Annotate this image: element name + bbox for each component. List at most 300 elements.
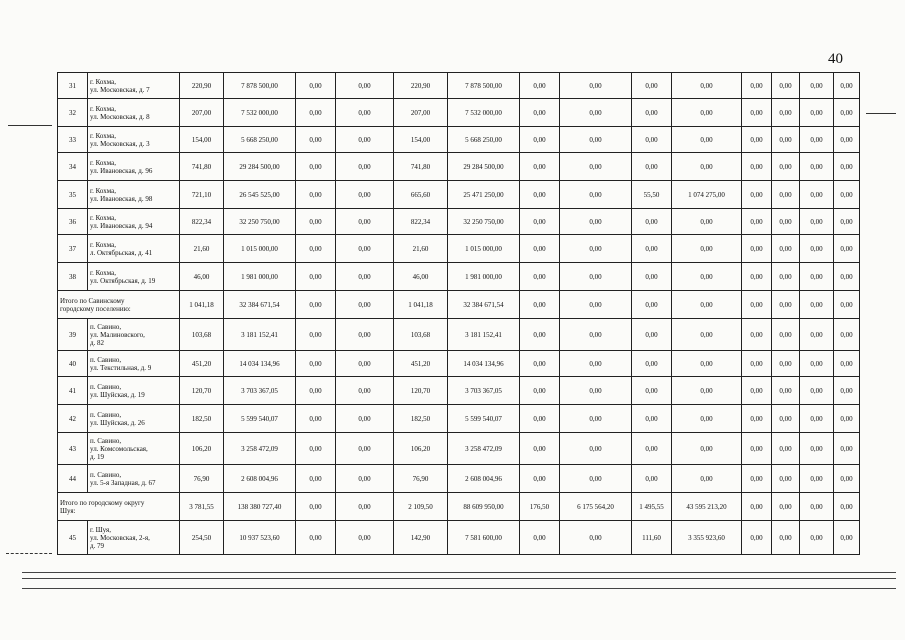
margin-mark-right xyxy=(866,113,896,114)
value-cell: 0,00 xyxy=(672,153,742,181)
address-line: п. Савино, xyxy=(90,382,122,391)
row-number: 38 xyxy=(58,263,88,291)
address-cell xyxy=(88,465,180,493)
value-cell: 0,00 xyxy=(834,153,860,181)
value-cell: 0,00 xyxy=(742,209,772,235)
value-cell: 14 034 134,96 xyxy=(448,351,520,377)
value-cell: 0,00 xyxy=(520,465,560,493)
value-cell: 0,00 xyxy=(520,153,560,181)
value-cell: 0,00 xyxy=(742,351,772,377)
value-cell: 0,00 xyxy=(800,465,834,493)
value-cell: 5 668 250,00 xyxy=(224,127,296,153)
value-cell: 0,00 xyxy=(772,351,800,377)
table-body xyxy=(58,73,860,555)
value-cell: 1 981 000,00 xyxy=(448,263,520,291)
value-cell: 0,00 xyxy=(296,291,336,319)
table-row xyxy=(58,127,860,153)
bottom-rule-2 xyxy=(22,578,896,579)
value-cell: 103,68 xyxy=(394,319,448,351)
value-cell: 182,50 xyxy=(180,405,224,433)
address-line: ул. Московская, 2-я, xyxy=(90,533,150,542)
value-cell: 0,00 xyxy=(520,99,560,127)
value-cell: 106,20 xyxy=(394,433,448,465)
value-cell: 0,00 xyxy=(772,521,800,555)
housing-table xyxy=(57,72,860,555)
value-cell: 0,00 xyxy=(672,433,742,465)
value-cell: 2 109,50 xyxy=(394,493,448,521)
value-cell: 0,00 xyxy=(834,465,860,493)
value-cell: 0,00 xyxy=(834,127,860,153)
value-cell: 822,34 xyxy=(180,209,224,235)
value-cell: 0,00 xyxy=(800,291,834,319)
value-cell: 0,00 xyxy=(560,319,632,351)
value-cell: 0,00 xyxy=(742,377,772,405)
table-row xyxy=(58,405,860,433)
value-cell: 2 608 004,96 xyxy=(224,465,296,493)
value-cell: 0,00 xyxy=(800,127,834,153)
value-cell: 0,00 xyxy=(520,433,560,465)
value-cell: 0,00 xyxy=(800,433,834,465)
value-cell: 29 284 500,00 xyxy=(448,153,520,181)
address-line: п. Савино, xyxy=(90,436,122,445)
address-line: г. Шуя, xyxy=(90,525,111,534)
value-cell: 0,00 xyxy=(336,433,394,465)
value-cell: 0,00 xyxy=(772,99,800,127)
value-cell: 7 878 500,00 xyxy=(448,73,520,99)
value-cell: 0,00 xyxy=(336,153,394,181)
value-cell: 0,00 xyxy=(520,209,560,235)
address-line: г. Кохма, xyxy=(90,213,116,222)
value-cell: 0,00 xyxy=(632,465,672,493)
address-line: ул. Ивановская, д. 94 xyxy=(90,221,153,230)
value-cell: 0,00 xyxy=(800,351,834,377)
value-cell: 46,00 xyxy=(180,263,224,291)
address-line: д. 79 xyxy=(90,541,105,550)
value-cell: 0,00 xyxy=(560,351,632,377)
value-cell: 6 175 564,20 xyxy=(560,493,632,521)
value-cell: 220,90 xyxy=(394,73,448,99)
value-cell: 1 041,18 xyxy=(394,291,448,319)
address-cell xyxy=(88,319,180,351)
value-cell: 0,00 xyxy=(296,465,336,493)
address-line: п. Савино, xyxy=(90,322,122,331)
address-cell xyxy=(88,405,180,433)
value-cell: 0,00 xyxy=(336,521,394,555)
value-cell: 0,00 xyxy=(834,521,860,555)
total-label-cell xyxy=(58,493,180,521)
value-cell: 0,00 xyxy=(834,291,860,319)
value-cell: 120,70 xyxy=(394,377,448,405)
address-line: г. Кохма, xyxy=(90,268,116,277)
value-cell: 32 384 671,54 xyxy=(448,291,520,319)
address-line: п. Савино, xyxy=(90,355,122,364)
address-line: г. Кохма, xyxy=(90,77,116,86)
value-cell: 3 258 472,09 xyxy=(224,433,296,465)
value-cell: 0,00 xyxy=(800,377,834,405)
value-cell: 76,90 xyxy=(394,465,448,493)
row-number: 37 xyxy=(58,235,88,263)
value-cell: 0,00 xyxy=(296,433,336,465)
value-cell: 0,00 xyxy=(520,319,560,351)
value-cell: 0,00 xyxy=(632,153,672,181)
table-row xyxy=(58,153,860,181)
table-row xyxy=(58,433,860,465)
value-cell: 0,00 xyxy=(742,127,772,153)
address-line: г. Кохма, xyxy=(90,186,116,195)
value-cell: 0,00 xyxy=(800,235,834,263)
value-cell: 0,00 xyxy=(672,73,742,99)
value-cell: 0,00 xyxy=(560,127,632,153)
value-cell: 0,00 xyxy=(296,209,336,235)
value-cell: 0,00 xyxy=(800,181,834,209)
address-cell xyxy=(88,209,180,235)
address-cell xyxy=(88,181,180,209)
value-cell: 0,00 xyxy=(296,73,336,99)
value-cell: 741,80 xyxy=(180,153,224,181)
row-number: 40 xyxy=(58,351,88,377)
value-cell: 1 074 275,00 xyxy=(672,181,742,209)
value-cell: 0,00 xyxy=(632,209,672,235)
value-cell: 0,00 xyxy=(834,73,860,99)
address-line: ул. Шуйская, д. 19 xyxy=(90,390,145,399)
table-row xyxy=(58,235,860,263)
value-cell: 0,00 xyxy=(742,291,772,319)
value-cell: 665,60 xyxy=(394,181,448,209)
row-number: 45 xyxy=(58,521,88,555)
value-cell: 0,00 xyxy=(672,377,742,405)
value-cell: 21,60 xyxy=(180,235,224,263)
value-cell: 0,00 xyxy=(834,351,860,377)
value-cell: 138 380 727,40 xyxy=(224,493,296,521)
value-cell: 0,00 xyxy=(742,263,772,291)
value-cell: 29 284 500,00 xyxy=(224,153,296,181)
table-row xyxy=(58,209,860,235)
bottom-rule-3 xyxy=(22,588,896,589)
address-line: ул. Ивановская, д. 96 xyxy=(90,166,153,175)
value-cell: 182,50 xyxy=(394,405,448,433)
value-cell: 0,00 xyxy=(672,319,742,351)
total-label-line: городскому поселению: xyxy=(60,304,131,313)
value-cell: 0,00 xyxy=(772,493,800,521)
value-cell: 0,00 xyxy=(336,209,394,235)
address-line: ул. Малиновского, xyxy=(90,330,145,339)
table-row xyxy=(58,377,860,405)
row-number: 43 xyxy=(58,433,88,465)
address-line: ул. Октябрьская, д. 19 xyxy=(90,276,156,285)
value-cell: 0,00 xyxy=(742,465,772,493)
value-cell: 0,00 xyxy=(834,181,860,209)
value-cell: 0,00 xyxy=(336,73,394,99)
value-cell: 0,00 xyxy=(520,263,560,291)
value-cell: 0,00 xyxy=(560,377,632,405)
value-cell: 0,00 xyxy=(296,263,336,291)
value-cell: 3 703 367,05 xyxy=(448,377,520,405)
value-cell: 5 599 540,07 xyxy=(448,405,520,433)
value-cell: 451,20 xyxy=(394,351,448,377)
margin-mark-bottom-left xyxy=(6,553,52,554)
value-cell: 3 703 367,05 xyxy=(224,377,296,405)
value-cell: 0,00 xyxy=(800,99,834,127)
value-cell: 0,00 xyxy=(560,405,632,433)
row-number: 35 xyxy=(58,181,88,209)
value-cell: 0,00 xyxy=(560,263,632,291)
total-label-line: Шуя: xyxy=(60,506,76,515)
address-cell xyxy=(88,73,180,99)
address-line: г. Кохма, xyxy=(90,158,116,167)
value-cell: 3 258 472,09 xyxy=(448,433,520,465)
value-cell: 0,00 xyxy=(672,405,742,433)
value-cell: 0,00 xyxy=(336,235,394,263)
value-cell: 0,00 xyxy=(800,209,834,235)
address-cell xyxy=(88,521,180,555)
address-line: г. Кохма, xyxy=(90,104,116,113)
value-cell: 0,00 xyxy=(336,493,394,521)
value-cell: 3 181 152,41 xyxy=(448,319,520,351)
value-cell: 0,00 xyxy=(834,433,860,465)
value-cell: 822,34 xyxy=(394,209,448,235)
value-cell: 7 581 600,00 xyxy=(448,521,520,555)
value-cell: 0,00 xyxy=(336,405,394,433)
value-cell: 0,00 xyxy=(742,99,772,127)
value-cell: 32 384 671,54 xyxy=(224,291,296,319)
page-number: 40 xyxy=(828,51,843,67)
margin-mark-left xyxy=(8,125,52,126)
value-cell: 154,00 xyxy=(394,127,448,153)
address-line: д. 19 xyxy=(90,452,105,461)
value-cell: 142,90 xyxy=(394,521,448,555)
address-line: ул. Шуйская, д. 26 xyxy=(90,418,145,427)
value-cell: 0,00 xyxy=(742,153,772,181)
table-row xyxy=(58,181,860,209)
value-cell: 0,00 xyxy=(632,291,672,319)
address-cell xyxy=(88,153,180,181)
value-cell: 0,00 xyxy=(336,319,394,351)
value-cell: 0,00 xyxy=(742,235,772,263)
value-cell: 1 495,55 xyxy=(632,493,672,521)
value-cell: 0,00 xyxy=(772,291,800,319)
address-line: ул. Московская, д. 7 xyxy=(90,85,150,94)
value-cell: 220,90 xyxy=(180,73,224,99)
value-cell: 2 608 004,96 xyxy=(448,465,520,493)
value-cell: 0,00 xyxy=(632,319,672,351)
value-cell: 0,00 xyxy=(520,73,560,99)
value-cell: 3 355 923,60 xyxy=(672,521,742,555)
value-cell: 88 609 950,00 xyxy=(448,493,520,521)
value-cell: 741,80 xyxy=(394,153,448,181)
value-cell: 0,00 xyxy=(336,99,394,127)
value-cell: 0,00 xyxy=(560,521,632,555)
value-cell: 0,00 xyxy=(834,319,860,351)
value-cell: 103,68 xyxy=(180,319,224,351)
table-row xyxy=(58,521,860,555)
value-cell: 0,00 xyxy=(336,351,394,377)
value-cell: 21,60 xyxy=(394,235,448,263)
value-cell: 0,00 xyxy=(672,291,742,319)
value-cell: 0,00 xyxy=(834,99,860,127)
row-number: 44 xyxy=(58,465,88,493)
value-cell: 0,00 xyxy=(672,209,742,235)
address-cell xyxy=(88,235,180,263)
value-cell: 0,00 xyxy=(742,405,772,433)
value-cell: 0,00 xyxy=(742,433,772,465)
table-row xyxy=(58,351,860,377)
value-cell: 0,00 xyxy=(772,405,800,433)
value-cell: 76,90 xyxy=(180,465,224,493)
address-line: ул. Московская, д. 3 xyxy=(90,139,150,148)
row-number: 34 xyxy=(58,153,88,181)
value-cell: 721,10 xyxy=(180,181,224,209)
value-cell: 176,50 xyxy=(520,493,560,521)
value-cell: 0,00 xyxy=(772,127,800,153)
value-cell: 26 545 525,00 xyxy=(224,181,296,209)
value-cell: 0,00 xyxy=(520,181,560,209)
table-row xyxy=(58,465,860,493)
value-cell: 0,00 xyxy=(560,99,632,127)
value-cell: 0,00 xyxy=(296,521,336,555)
row-number: 39 xyxy=(58,319,88,351)
value-cell: 0,00 xyxy=(296,351,336,377)
value-cell: 1 041,18 xyxy=(180,291,224,319)
value-cell: 451,20 xyxy=(180,351,224,377)
value-cell: 0,00 xyxy=(672,235,742,263)
total-row xyxy=(58,493,860,521)
value-cell: 0,00 xyxy=(336,377,394,405)
value-cell: 0,00 xyxy=(632,351,672,377)
value-cell: 0,00 xyxy=(800,319,834,351)
value-cell: 32 250 750,00 xyxy=(448,209,520,235)
value-cell: 7 878 500,00 xyxy=(224,73,296,99)
value-cell: 0,00 xyxy=(560,433,632,465)
value-cell: 0,00 xyxy=(800,73,834,99)
value-cell: 0,00 xyxy=(296,377,336,405)
value-cell: 0,00 xyxy=(800,521,834,555)
address-cell xyxy=(88,99,180,127)
value-cell: 0,00 xyxy=(560,291,632,319)
value-cell: 0,00 xyxy=(742,319,772,351)
row-number: 41 xyxy=(58,377,88,405)
value-cell: 0,00 xyxy=(800,153,834,181)
address-cell xyxy=(88,127,180,153)
value-cell: 120,70 xyxy=(180,377,224,405)
value-cell: 0,00 xyxy=(772,153,800,181)
address-cell xyxy=(88,351,180,377)
value-cell: 0,00 xyxy=(296,181,336,209)
total-row xyxy=(58,291,860,319)
address-cell xyxy=(88,433,180,465)
address-line: ул. 5-я Западная, д. 67 xyxy=(90,478,156,487)
row-number: 32 xyxy=(58,99,88,127)
address-line: п. Савино, xyxy=(90,410,122,419)
value-cell: 1 015 000,00 xyxy=(224,235,296,263)
value-cell: 0,00 xyxy=(672,465,742,493)
value-cell: 46,00 xyxy=(394,263,448,291)
value-cell: 207,00 xyxy=(394,99,448,127)
value-cell: 254,50 xyxy=(180,521,224,555)
value-cell: 7 532 000,00 xyxy=(448,99,520,127)
value-cell: 0,00 xyxy=(834,209,860,235)
row-number: 36 xyxy=(58,209,88,235)
value-cell: 0,00 xyxy=(672,351,742,377)
value-cell: 0,00 xyxy=(520,405,560,433)
value-cell: 0,00 xyxy=(520,235,560,263)
value-cell: 0,00 xyxy=(772,209,800,235)
value-cell: 3 181 152,41 xyxy=(224,319,296,351)
table-row xyxy=(58,99,860,127)
value-cell: 0,00 xyxy=(800,493,834,521)
value-cell: 0,00 xyxy=(772,263,800,291)
value-cell: 0,00 xyxy=(560,153,632,181)
value-cell: 0,00 xyxy=(672,263,742,291)
value-cell: 10 937 523,60 xyxy=(224,521,296,555)
value-cell: 0,00 xyxy=(560,181,632,209)
row-number: 33 xyxy=(58,127,88,153)
value-cell: 5 668 250,00 xyxy=(448,127,520,153)
value-cell: 0,00 xyxy=(800,405,834,433)
value-cell: 0,00 xyxy=(296,153,336,181)
table-row xyxy=(58,263,860,291)
value-cell: 0,00 xyxy=(632,433,672,465)
value-cell: 0,00 xyxy=(296,99,336,127)
bottom-rule-1 xyxy=(22,572,896,573)
value-cell: 0,00 xyxy=(296,235,336,263)
address-cell xyxy=(88,263,180,291)
value-cell: 0,00 xyxy=(560,73,632,99)
value-cell: 0,00 xyxy=(772,433,800,465)
value-cell: 0,00 xyxy=(632,99,672,127)
table-row xyxy=(58,73,860,99)
value-cell: 0,00 xyxy=(772,377,800,405)
address-line: ул. Комсомольская, xyxy=(90,444,148,453)
value-cell: 0,00 xyxy=(834,377,860,405)
value-cell: 0,00 xyxy=(560,235,632,263)
value-cell: 0,00 xyxy=(672,127,742,153)
value-cell: 0,00 xyxy=(834,263,860,291)
value-cell: 0,00 xyxy=(336,127,394,153)
value-cell: 0,00 xyxy=(296,405,336,433)
value-cell: 0,00 xyxy=(772,465,800,493)
value-cell: 0,00 xyxy=(742,521,772,555)
value-cell: 1 981 000,00 xyxy=(224,263,296,291)
table-row xyxy=(58,319,860,351)
value-cell: 154,00 xyxy=(180,127,224,153)
value-cell: 0,00 xyxy=(742,181,772,209)
total-label-cell xyxy=(58,291,180,319)
value-cell: 0,00 xyxy=(834,235,860,263)
value-cell: 0,00 xyxy=(632,73,672,99)
value-cell: 1 015 000,00 xyxy=(448,235,520,263)
value-cell: 0,00 xyxy=(834,493,860,521)
value-cell: 0,00 xyxy=(296,127,336,153)
value-cell: 0,00 xyxy=(336,291,394,319)
value-cell: 0,00 xyxy=(560,209,632,235)
value-cell: 5 599 540,07 xyxy=(224,405,296,433)
total-label-line: Итого по Савинскому xyxy=(60,296,125,305)
address-line: г. Кохма, xyxy=(90,240,116,249)
row-number: 42 xyxy=(58,405,88,433)
value-cell: 0,00 xyxy=(336,263,394,291)
value-cell: 0,00 xyxy=(772,181,800,209)
value-cell: 0,00 xyxy=(336,181,394,209)
value-cell: 3 781,55 xyxy=(180,493,224,521)
address-cell xyxy=(88,377,180,405)
total-label-line: Итого по городскому округу xyxy=(60,498,145,507)
value-cell: 55,50 xyxy=(632,181,672,209)
value-cell: 0,00 xyxy=(520,351,560,377)
value-cell: 0,00 xyxy=(742,73,772,99)
value-cell: 0,00 xyxy=(742,493,772,521)
value-cell: 0,00 xyxy=(834,405,860,433)
value-cell: 0,00 xyxy=(772,319,800,351)
